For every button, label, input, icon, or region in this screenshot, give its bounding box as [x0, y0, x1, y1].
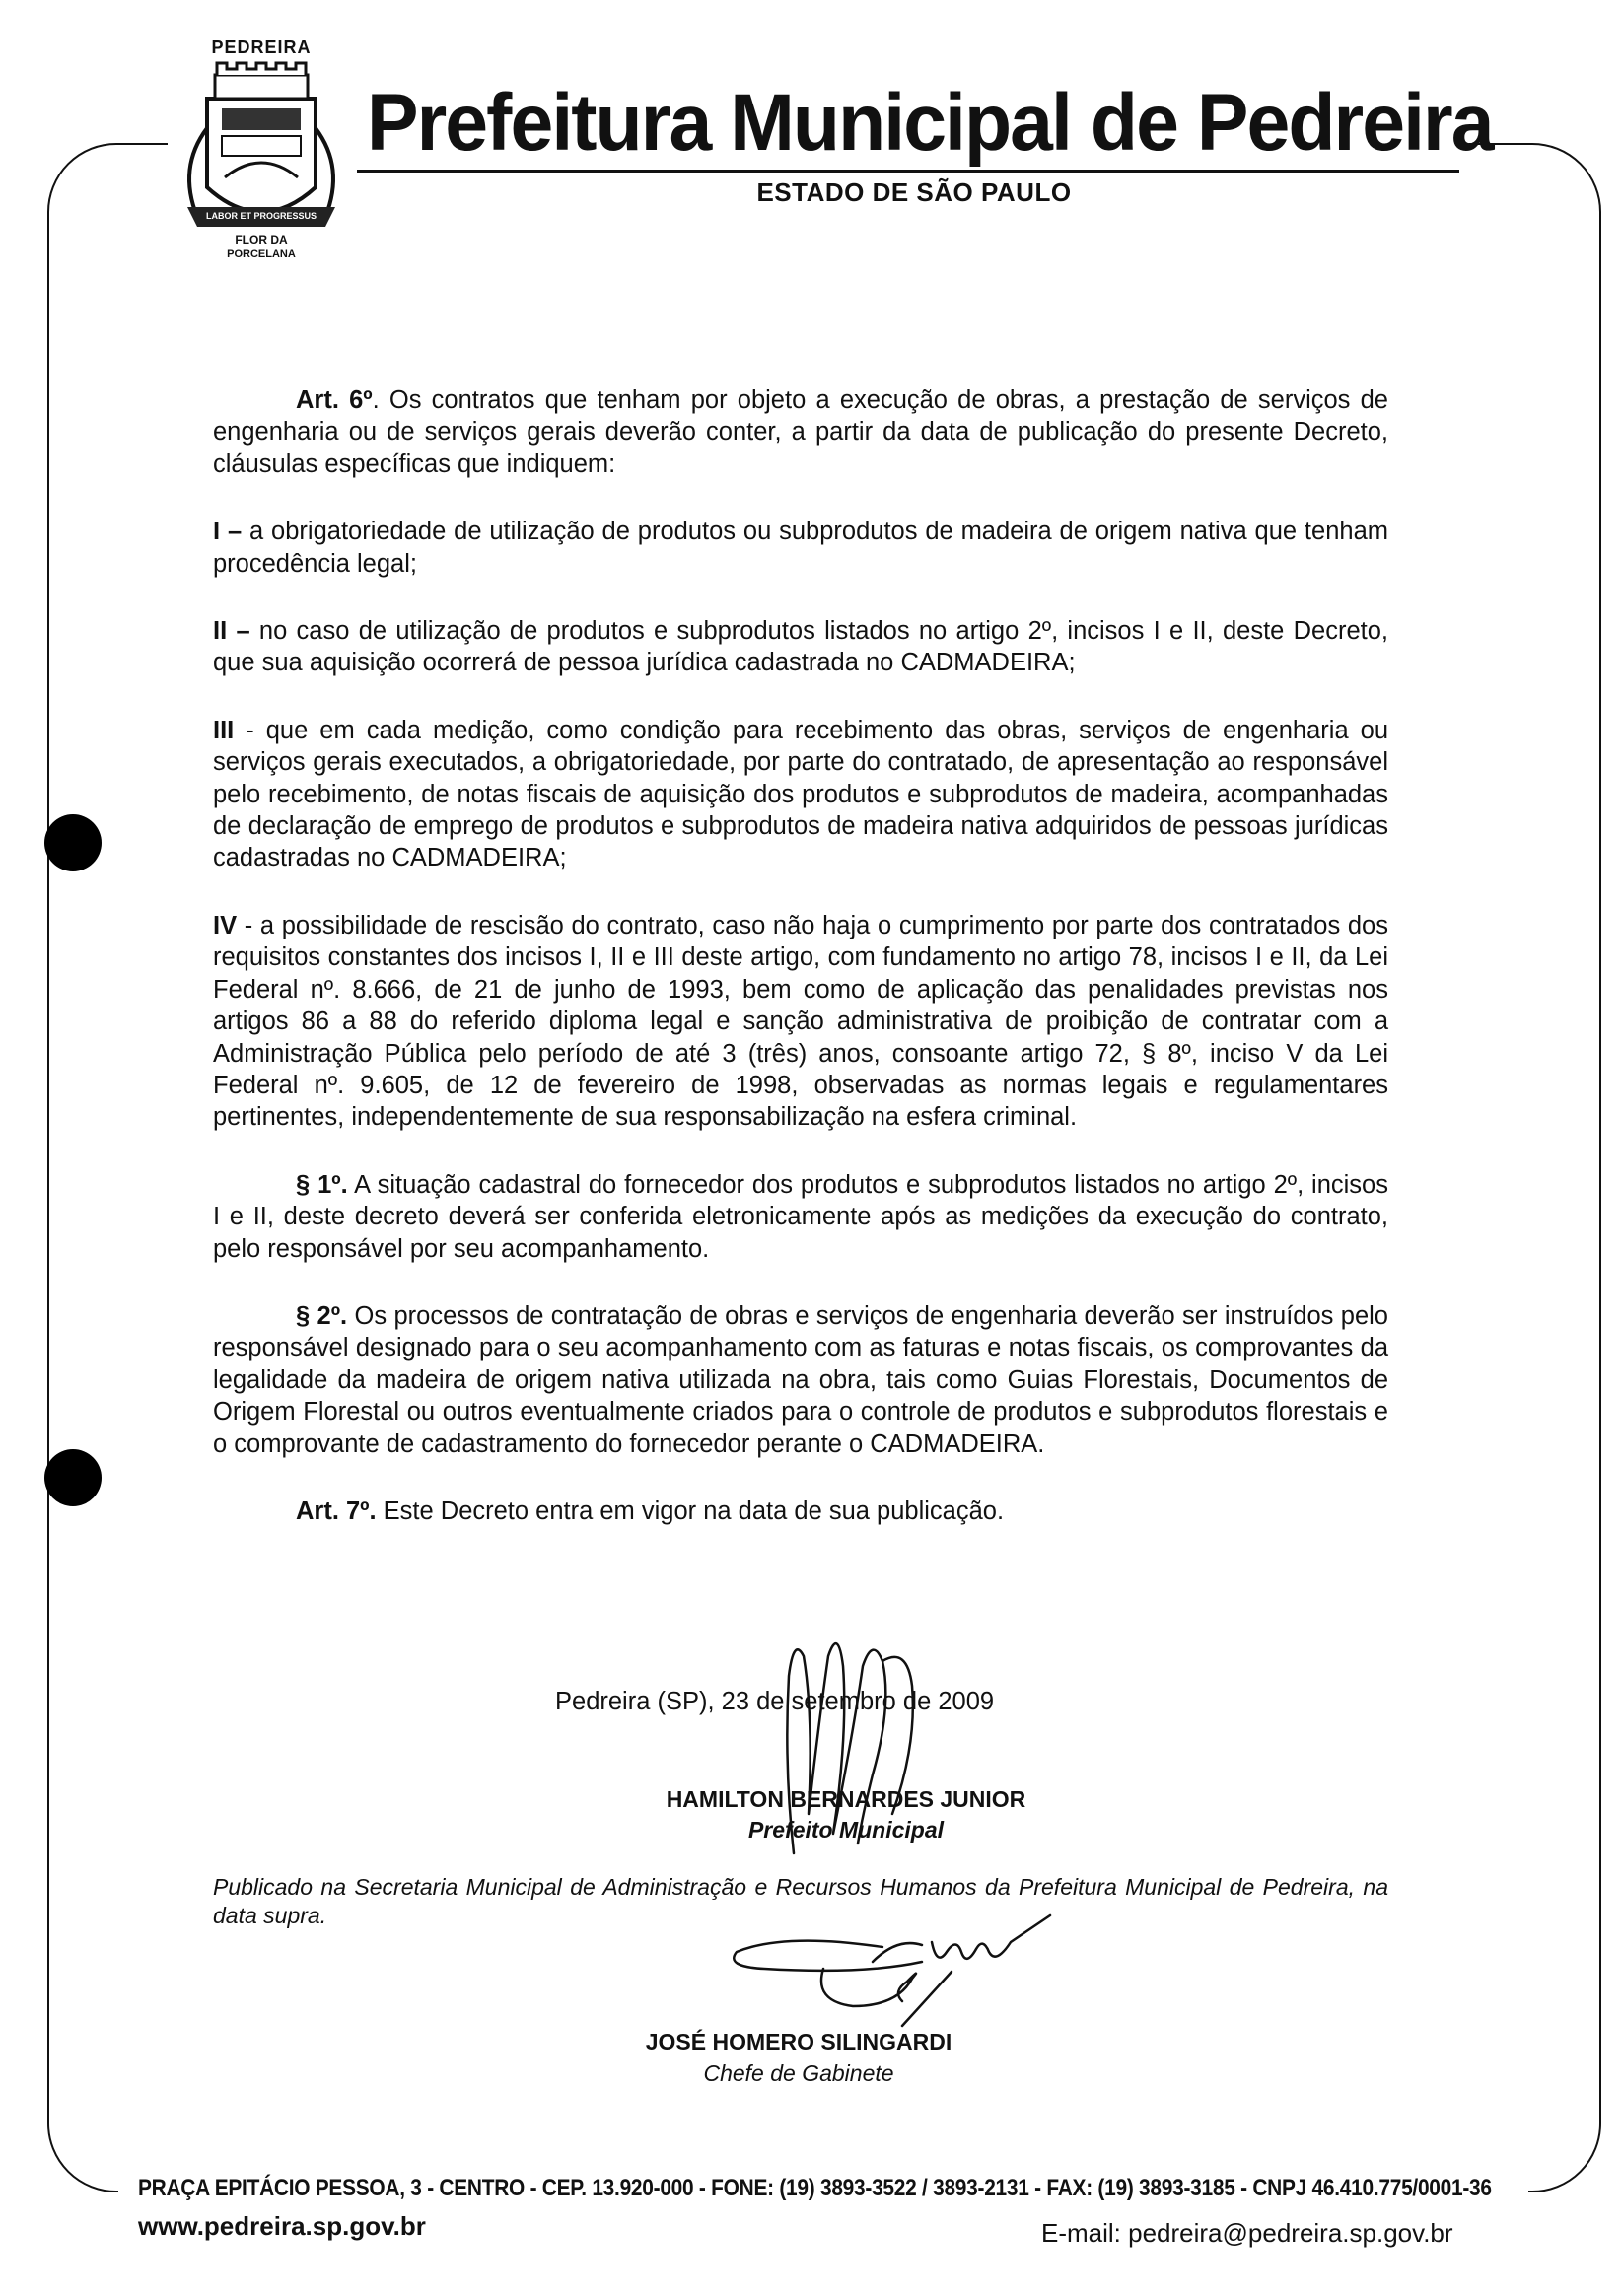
paragraph-2-text: Os processos de contratação de obras e serviços de engenharia deverão ser instruídos pelo responsável designado para o seu acompanhamento com as faturas e notas fiscais, os comprovantes da legalidade da madeira de origem nativa utilizada na obra, tais como Guias Florestais, Documentos de Origem Florestal ou outros eventualmente criados para o controle de produtos e subprodutos florestais e o comprovante de cadastramento do fornecedor perante o CADMADEIRA. [213, 1301, 1388, 1458]
paragraph-2-label: § 2º. [296, 1301, 348, 1330]
punch-hole [44, 814, 102, 871]
item-iv [213, 910, 1388, 1134]
mayor-role: Prefeito Municipal [747, 1817, 945, 1843]
publication-note: Publicado na Secretaria Municipal de Administração e Recursos Humanos da Prefeitura Municipal de Pedreira, na data supra. [213, 1874, 1388, 1928]
place-date: Pedreira (SP), 23 de setembro de 2009 [555, 1688, 995, 1715]
item-iv-label: IV [213, 911, 238, 939]
letterhead-subtitle: ESTADO DE SÃO PAULO [756, 177, 1072, 207]
footer-website: www.pedreira.sp.gov.br [138, 2211, 426, 2241]
footer-address: PRAÇA EPITÁCIO PESSOA, 3 - CENTRO - CEP. 13.920-000 - FONE: (19) 3893-3522 / 3893-2131 - FAX: (19) 3893-3185 - CNPJ 46.410.775/0001-36 [138, 2175, 1492, 2201]
municipal-seal [168, 39, 355, 268]
item-iii [213, 715, 1388, 874]
paragraph-1-text: A situação cadastral do fornecedor dos produtos e subprodutos listados no artigo 2º, incisos I e II, deste decreto deverá ser conferida eletronicamente após as medições da execução do contrato, pelo responsável por seu acompanhamento. [213, 1170, 1388, 1263]
seal-bottom-text: FLOR DA [235, 233, 288, 246]
item-ii-text: no caso de utilização de produtos e subprodutos listados no artigo 2º, incisos I e II, deste Decreto, que sua aquisição ocorrerá de pessoa jurídica cadastrada no CADMADEIRA; [213, 617, 1389, 677]
chief-role: Chefe de Gabinete [703, 2060, 894, 2086]
item-i [213, 516, 1388, 580]
article-6 [213, 384, 1388, 480]
seal-banner-text: LABOR ET PROGRESSUS [205, 211, 317, 221]
item-i-label: I – [213, 518, 243, 546]
item-ii-label: II – [213, 617, 250, 646]
seal-top-text: PEDREIRA [211, 37, 312, 57]
header-rule [357, 170, 1459, 173]
article-7-text: Este Decreto entra em vigor na data de sua publicação. [376, 1496, 1005, 1525]
paragraph-1-label: § 1º. [296, 1170, 348, 1199]
letterhead-title: Prefeitura Municipal de Pedreira [367, 78, 1493, 168]
item-iv-text: - a possibilidade de rescisão do contrato, caso não haja o cumprimento por parte dos contratados dos requisitos constantes dos incisos I, II e III deste artigo, com fundamento no artigo 78, incisos I e II, da Lei Federal nº. 8.666, de 21 de junho de 1993, bem como de aplicação das penalidades previstas nos artigos 86 a 88 do referido diploma legal e sanção administrativa de proibição de contratar com a Administração Pública pelo período de até 3 (três) anos, consoante artigo 72, § 8º, inciso V da Lei Federal nº. 9.605, de 12 de fevereiro de 1998, observadas as normas legais e regulamentares pertinentes, independentemente de sua responsabilização na esfera criminal. [213, 911, 1388, 1132]
chief-name: JOSÉ HOMERO SILINGARDI [645, 2029, 952, 2054]
decree-body [213, 384, 1388, 1563]
punch-hole [44, 1449, 102, 1506]
chief-of-staff-signature-icon [725, 1908, 1080, 2036]
paragraph-2 [213, 1300, 1388, 1460]
item-i-text: a obrigatoriedade de utilização de produtos ou subprodutos de madeira de origem nativa que tenham procedência legal; [213, 518, 1388, 578]
article-7-label: Art. 7º. [296, 1496, 377, 1525]
item-iii-text: - que em cada medição, como condição para recebimento das obras, serviços de engenharia ou serviços gerais executados, a obrigatoriedade, por parte do contratado, de apresentação ao responsável pelo recebimento, de notas fiscais de aquisição dos produtos e subprodutos de madeira, acompanhadas de declaração de emprego de produtos e subprodutos de madeira nativa adquiridos de pessoas jurídicas cadastradas no CADMADEIRA; [213, 716, 1388, 872]
seal-bottom-text-2: PORCELANA [227, 248, 296, 260]
article-6-text: . Os contratos que tenham por objeto a execução de obras, a prestação de serviços de engenharia ou de serviços gerais deverão conter, a partir da data de publicação do presente Decreto, cláusulas específicas que indiquem: [213, 386, 1388, 478]
article-6-label: Art. 6º [296, 386, 373, 414]
paragraph-1 [213, 1169, 1388, 1265]
item-ii [213, 615, 1388, 679]
mayor-name: HAMILTON BERNARDES JUNIOR [666, 1786, 1026, 1812]
article-7 [213, 1496, 1388, 1527]
footer-email: E-mail: pedreira@pedreira.sp.gov.br [1041, 2218, 1453, 2248]
item-iii-label: III [213, 716, 235, 744]
